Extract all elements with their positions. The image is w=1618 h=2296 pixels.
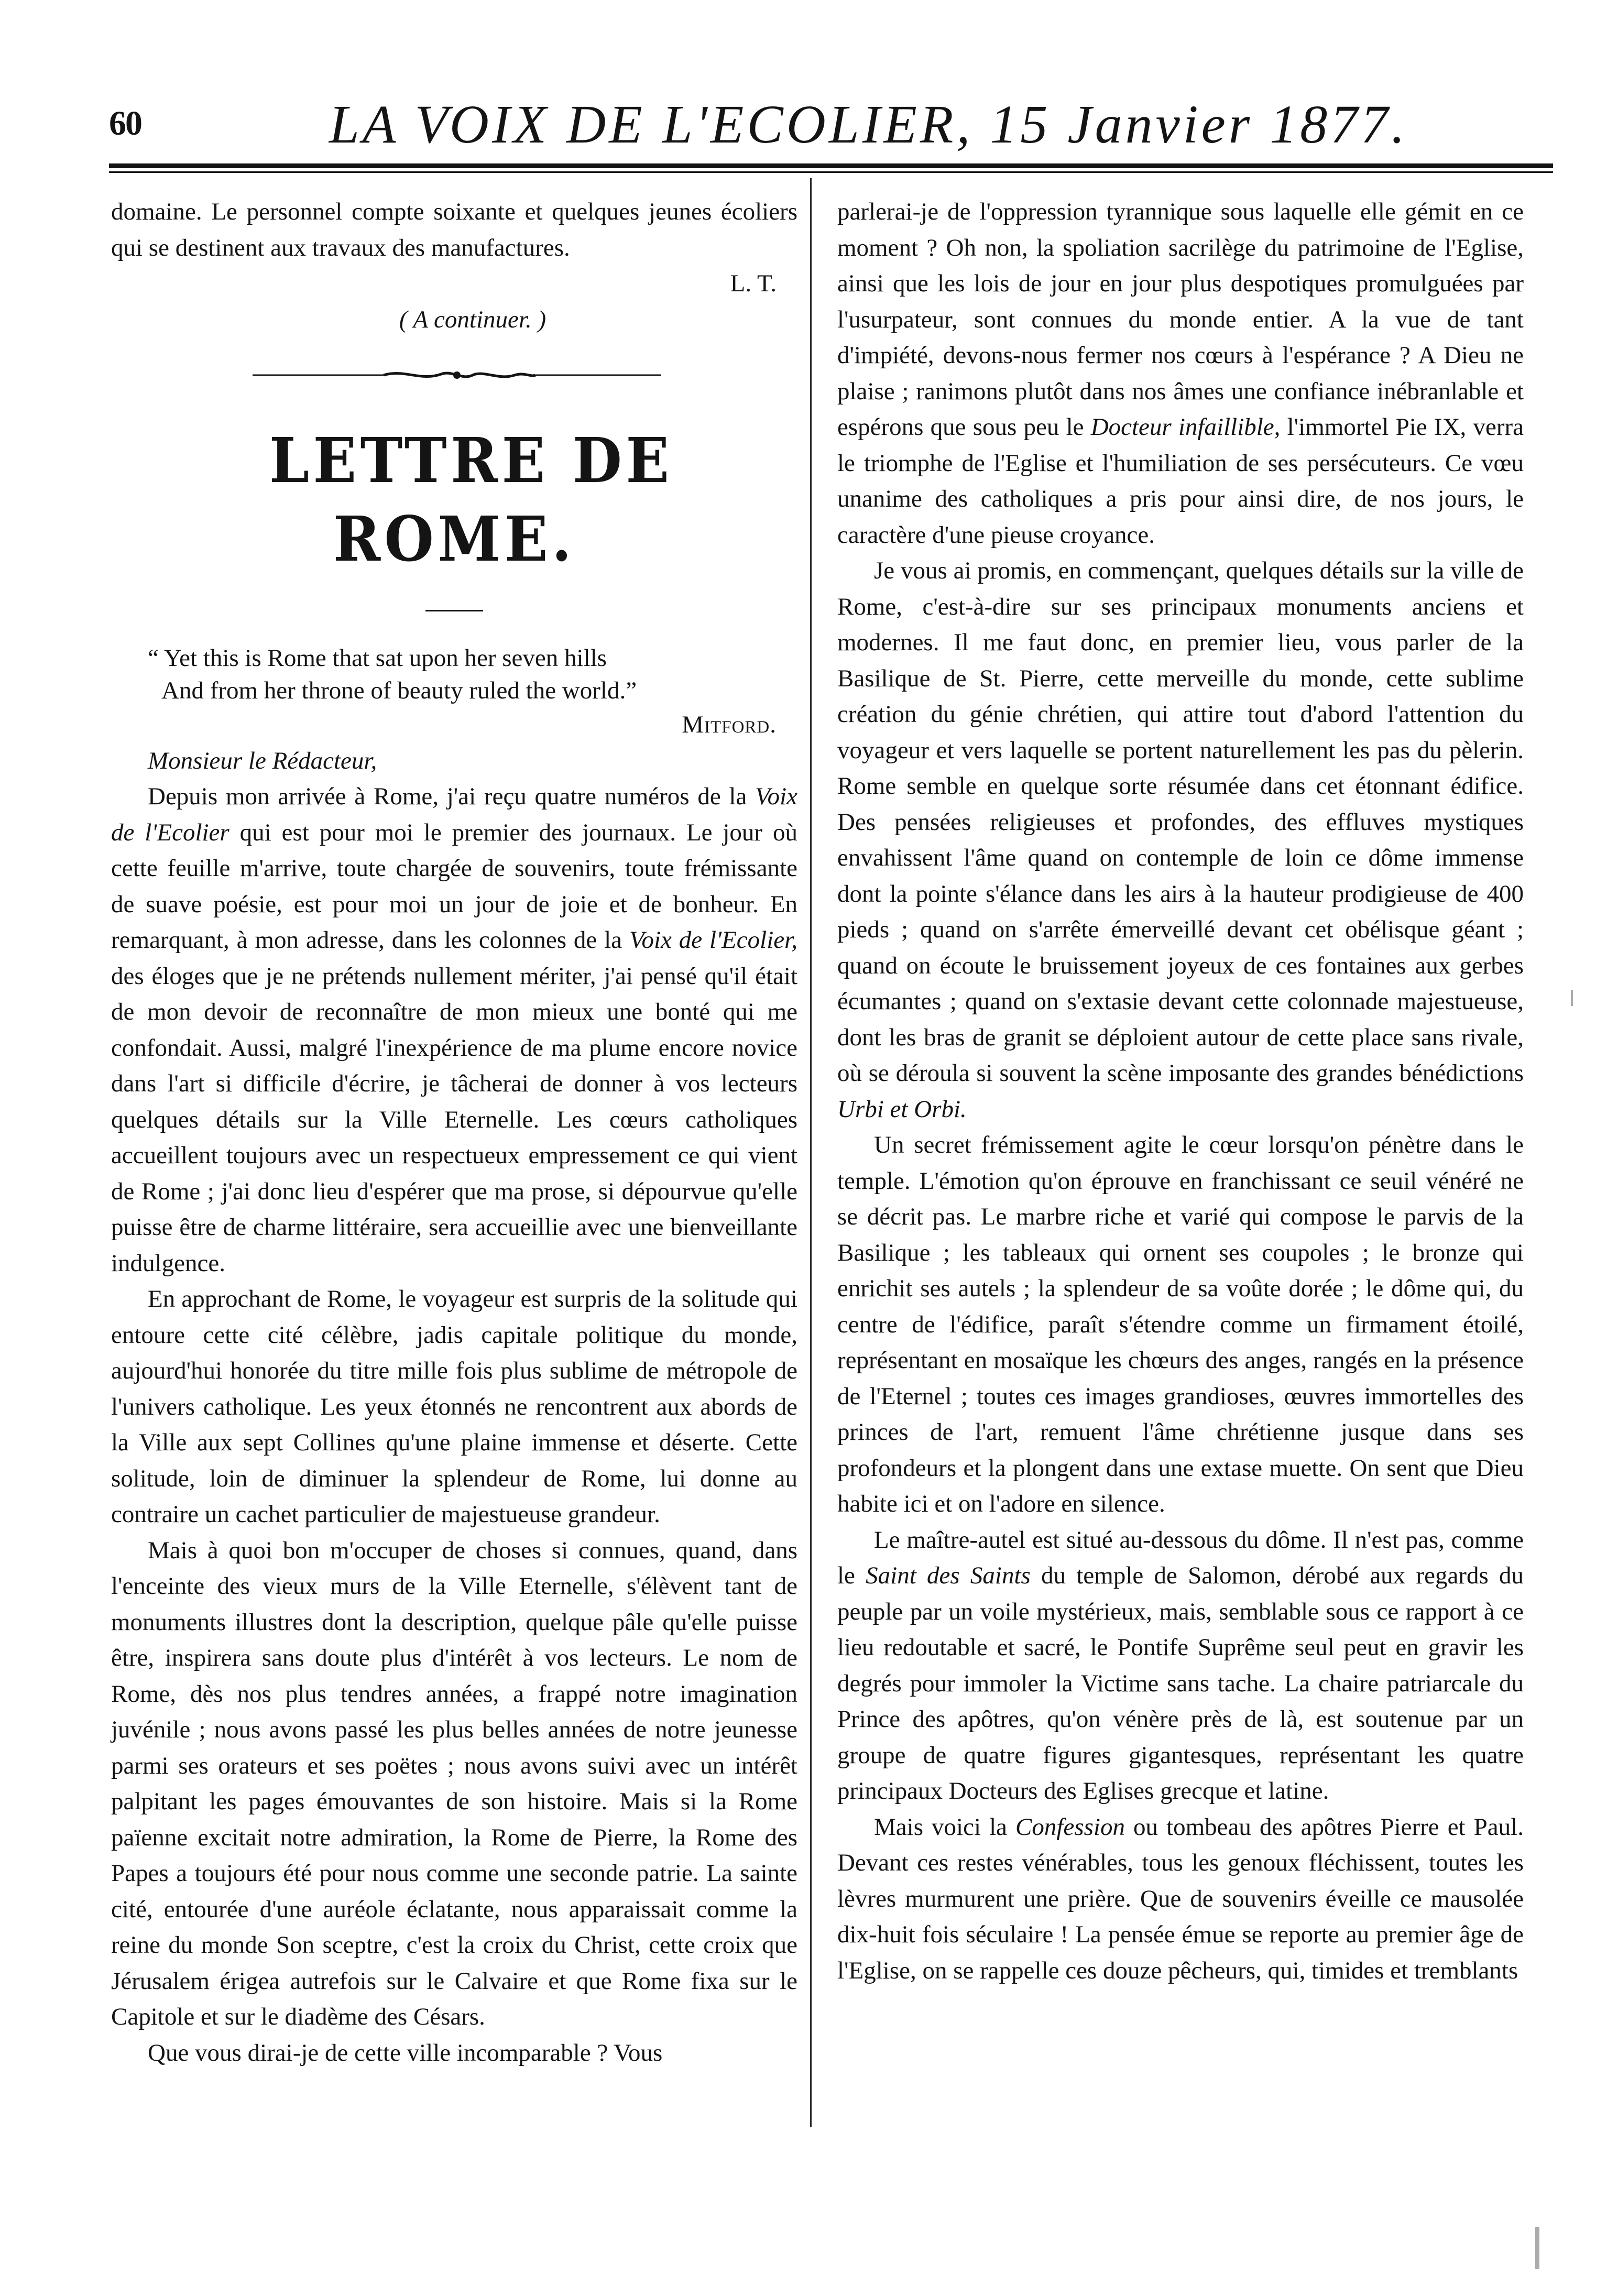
italic-phrase: Confession [1015,1813,1125,1841]
author-initials: L. T. [730,270,777,297]
page-number: 60 [109,104,141,143]
paragraph-6: Un secret frémissement agite le cœur lorsqu'on pénètre dans le temple. L'émotion qu'on éprouve en franchissant ce seuil vénéré ne se décrit pas. Le marbre riche et varié qui compose le parvis de la Basilique ; les tableaux qui ornent ses coupoles ; le bronze qui enrichit ses autels ; la splendeur de sa voûte dorée ; le dôme qui, du centre de l'édifice, paraît s'étendre comme un firmament étoilé, représentant en mosaïque les chœurs des anges, rangés en la présence de l'Eternel ; toutes ces images grandioses, œuvres immortelles des princes de l'art, remuent l'âme chrétienne jusque dans ses profondeurs et la plongent dans une extase muette. On sent que Dieu habite ici et on l'adore en silence. [837,1131,1524,1517]
header-rule-thin [109,171,1553,173]
continued-paragraph: domaine. Le personnel compte soixante et quelques jeunes écoliers qui se destinent aux travaux des manufactures. [111,198,797,261]
column-divider [810,178,812,2127]
epigraph-line-2: And from her throne of beauty ruled the world.” [161,677,637,704]
title-underline-rule [425,610,483,611]
paragraph-4-start: Que vous dirai-je de cette ville incomparable ? Vous [148,2039,663,2067]
paragraph-2: En approchant de Rome, le voyageur est surpris de la solitude qui entoure cette cité célèbre, jadis capitale politique du monde, aujourd'hui honorée du titre mille fois plus sublime de métropole de l'univers catholique. Les yeux étonnés ne rencontrent aux abords de la Ville aux sept Collines qu'une plaine immense et déserte. Cette solitude, loin de diminuer la splendeur de Rome, lui donne au contraire un cachet particulier de majestueuse grandeur. [111,1285,797,1528]
italic-phrase: Saint des Saints [866,1562,1031,1589]
flourish-ornament-icon [253,369,661,381]
right-column [837,194,1524,1988]
article-title: LETTRE DE ROME. [269,424,673,575]
italic-phrase: Docteur infaillible, [1090,413,1281,441]
journal-name-italic: Voix de l'Ecolier [111,783,797,846]
paragraph-4-continued: parlerai-je de l'oppression tyrannique sous laquelle elle gémit en ce moment ? Oh non, la spoliation sacrilège du patrimoine de l'Eglise, ainsi que les lois de jour en jour plus despotiques promulguées par l'usurpateur, sont connues du monde entier. A la vue de tant d'impiété, devons-nous fermer nos cœurs à l'espérance ? A Dieu ne plaise ; ranimons plutôt dans nos âmes une confiance inébranlable et espérons que sous peu le Docteur infaillible, l'immortel Pie IX, verra le triomphe de l'Eglise et l'humiliation de ses persécuteurs. Ce vœu unanime des catholiques a pris pour ainsi dire, de nos jours, le caractère d'une pieuse croyance. [837,198,1524,549]
ornamental-divider [111,337,797,421]
header-rule-thick [109,163,1553,168]
epigraph-line-1: “ Yet this is Rome that sat upon her seven hills [148,644,607,672]
paragraph-3: Mais à quoi bon m'occuper de choses si connues, quand, dans l'enceinte des vieux murs de la Ville Eternelle, s'élèvent tant de monuments illustres dont la description, quelque pâle qu'elle puisse être, inspirera sans doute plus d'intérêt à vos lecteurs. Le nom de Rome, dès nos plus tendres années, a frappé notre imagination juvénile ; nous avons passé les plus belles années de notre jeunesse parmi ses orateurs et ses poëtes ; nous avons suivi avec un intérêt palpitant les pages émouvantes de son histoire. Mais si la Rome païenne excitait notre admiration, la Rome de Pierre, la Rome des Papes a toujours été pour nous comme une seconde patrie. La sainte cité, entourée d'une auréole éclatante, nous apparaissait comme la reine du monde Son sceptre, c'est la croix du Christ, cette croix que Jérusalem érigea autrefois sur le Calvaire et que Rome fixa sur le Capitole et sur le diadème des Césars. [111,1536,797,2030]
italic-phrase: Urbi et Orbi. [837,1095,967,1123]
masthead-title: LA VOIX DE L'ECOLIER, 15 Janvier 1877. [329,94,1408,155]
left-column [111,194,797,2071]
paragraph-1: Depuis mon arrivée à Rome, j'ai reçu quatre numéros de la Voix de l'Ecolier qui est pour moi le premier des journaux. Le jour où cette feuille m'arrive, toute chargée de souvenirs, toute frémissante de suave poésie, est pour moi un jour de joie et de bonheur. En remarquant, à mon adresse, dans les colonnes de la Voix de l'Ecolier, des éloges que je ne prétends nullement mériter, j'ai pensé qu'il était de mon devoir de reconnaître de mon mieux une bonté qui me confondait. Aussi, malgré l'inexpérience de ma plume encore novice dans l'art si difficile d'écrire, je tâcherai de donner à vos lecteurs quelques détails sur la Ville Eternelle. Les cœurs catholiques accueillent toujours avec un respectueux empressement ce qui vient de Rome ; j'ai donc lieu d'espérer que ma prose, si dépourvue qu'elle puisse être de charme littéraire, sera accueillie avec une bienveillante indulgence. [111,783,797,1277]
page-header [109,93,1555,172]
salutation: Monsieur le Rédacteur, [148,747,377,774]
journal-name-italic: Voix de l'Ecolier, [629,926,797,954]
paragraph-7: Le maître-autel est situé au-dessous du dôme. Il n'est pas, comme le Saint des Saints du temple de Salomon, dérobé aux regards du peuple par un voile mystérieux, mais, semblable sous ce rapport à ce lieu redoutable et sacré, le Pontife Suprême seul peut en gravir les degrés pour immoler la Victime sans tache. La chaire patriarcale du Prince des apôtres, qu'on vénère près de là, est soutenue par un groupe de quatre figures gigantesques, représentant les quatre principaux Docteurs des Eglises grecque et latine. [837,1526,1524,1805]
to-be-continued-note: ( A continuer. ) [399,305,546,333]
paragraph-5: Je vous ai promis, en commençant, quelques détails sur la ville de Rome, c'est-à-dire sur ses principaux monuments anciens et modernes. Il me faut donc, en premier lieu, vous parler de la Basilique de St. Pierre, cette merveille du monde, cette sublime création du génie chrétien, qui attire tout d'abord l'attention du voyageur et vers laquelle se portent naturellement les pas du pèlerin. Rome semble en quelque sorte résumée dans cet étonnant édifice. Des pensées religieuses et profondes, des effluves mystiques envahissent l'âme quand on contemple de loin ce dôme immense dont la pointe s'élance dans les airs à la hauteur prodigieuse de 400 pieds ; quand on s'arrête émerveillé devant cet obélisque géant ; quand on écoute le bruissement joyeux de ces fontaines aux gerbes écumantes ; quand on s'extasie devant cette colonnade majestueuse, dont les bras de granit se déploient autour de cette place sans rivale, où se déroula si souvent la scène imposante des grandes bénédictions Urbi et Orbi. [837,557,1524,1123]
paragraph-8: Mais voici la Confession ou tombeau des apôtres Pierre et Paul. Devant ces restes vénérables, tous les genoux fléchissent, toutes les lèvres murmurent une prière. Que de souvenirs éveille ce mausolée dix-huit fois séculaire ! La pensée émue se reporte au premier âge de l'Eglise, on se rappelle ces douze pêcheurs, qui, timides et tremblants [837,1813,1524,1984]
scan-artifact [1571,990,1573,1006]
epigraph [111,642,797,707]
epigraph-attribution: Mitford. [682,711,777,738]
scan-artifact [1535,2227,1539,2269]
